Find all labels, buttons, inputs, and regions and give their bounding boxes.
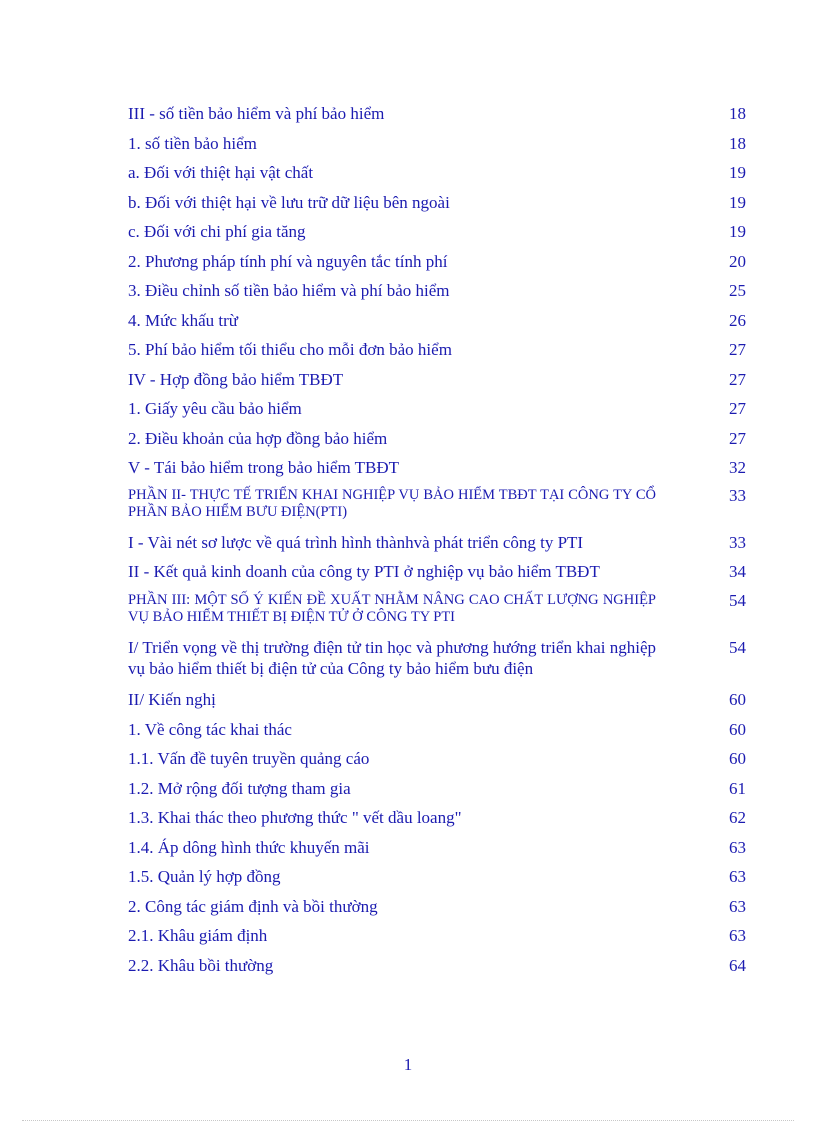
toc-entry-page: 63	[729, 837, 746, 857]
toc-entry	[128, 896, 746, 917]
toc-entry-title: 2. Điều khoản của hợp đồng bảo hiểm	[128, 428, 388, 448]
toc-entry-page: 33	[729, 485, 746, 505]
page-bottom-divider	[22, 1120, 794, 1121]
toc-entry-page: 25	[729, 281, 746, 300]
toc-entry	[128, 221, 746, 242]
toc-entry-page: 32	[729, 458, 746, 477]
toc-entry-title: 1.3. Khai thác theo phương thức " vết dầu loang"	[128, 808, 462, 827]
toc-entry-title: I - Vài nét sơ lược về quá trình hình thànhvà phát triển công ty PTI	[128, 532, 584, 552]
toc-entry-title: PHẦN III: MỘT SỐ Ý KIẾN ĐỀ XUẤT NHẰM NÂNG CAO CHẤT LƯỢNG NGHIỆP VỤ BẢO HIỂM THIẾT BỊ ĐIỆN TỬ Ở CÔNG TY PTI	[128, 592, 656, 625]
toc-entry	[128, 925, 746, 946]
toc-entry-title: 2. Phương pháp tính phí và nguyên tắc tính phí	[128, 251, 448, 271]
toc-entry	[128, 280, 746, 301]
table-of-contents	[128, 103, 746, 984]
toc-entry-title: V - Tái bảo hiểm trong bảo hiểm TBĐT	[128, 458, 400, 477]
toc-entry	[128, 719, 746, 740]
toc-entry-title: 1. Về công tác khai thác	[128, 719, 292, 739]
toc-entry-page: 27	[729, 399, 746, 418]
toc-entry-page: 64	[729, 955, 746, 975]
toc-part-heading	[128, 592, 746, 626]
toc-entry	[128, 339, 746, 360]
toc-entry-title: II/ Kiến nghị	[128, 690, 216, 709]
toc-entry	[128, 748, 746, 769]
toc-entry	[128, 398, 746, 419]
toc-entry-title: IV - Hợp đồng bảo hiểm TBĐT	[128, 369, 344, 389]
toc-entry-page: 34	[729, 562, 746, 581]
toc-entry	[128, 866, 746, 887]
toc-entry-title: 2.2. Khâu bồi thường	[128, 955, 274, 975]
toc-entry-page: 18	[729, 104, 746, 123]
toc-entry-title: II - Kết quả kinh doanh của công ty PTI ở nghiệp vụ bảo hiểm TBĐT	[128, 562, 600, 581]
toc-entry-page: 60	[729, 749, 746, 768]
toc-entry-title: 1.4. Áp dông hình thức khuyến mãi	[128, 837, 370, 857]
toc-entry	[128, 637, 746, 679]
toc-part-heading	[128, 487, 746, 521]
toc-entry-page: 20	[729, 251, 746, 271]
toc-entry-title: 2.1. Khâu giám định	[128, 926, 268, 945]
toc-entry-page: 63	[729, 926, 746, 945]
toc-entry-page: 62	[729, 808, 746, 827]
toc-entry-page: 27	[729, 428, 746, 448]
toc-entry	[128, 162, 746, 183]
toc-entry	[128, 192, 746, 213]
toc-entry	[128, 310, 746, 331]
toc-entry	[128, 428, 746, 449]
toc-entry-page: 19	[729, 192, 746, 212]
toc-entry	[128, 457, 746, 478]
toc-entry-page: 19	[729, 163, 746, 182]
toc-entry-title: I/ Triển vọng về thị trường điện tử tin học và phương hướng triển khai nghiệp vụ bảo hiểm thiết bị điện tử của Công ty bảo hiểm bưu điện	[128, 638, 656, 678]
toc-entry-title: 4. Mức khấu trừ	[128, 310, 239, 330]
toc-entry-title: b. Đối với thiệt hại về lưu trữ dữ liệu bên ngoài	[128, 192, 450, 212]
toc-entry-title: 5. Phí bảo hiểm tối thiểu cho mỗi đơn bảo hiểm	[128, 340, 452, 359]
toc-entry-page: 33	[729, 532, 746, 552]
page-number: 1	[403, 1055, 413, 1074]
toc-entry-page: 19	[729, 222, 746, 241]
toc-entry-page: 18	[729, 133, 746, 153]
toc-entry-page: 60	[729, 690, 746, 709]
toc-entry-page: 61	[729, 778, 746, 798]
toc-entry-title: 3. Điều chỉnh số tiền bảo hiểm và phí bảo hiểm	[128, 281, 450, 300]
toc-entry	[128, 369, 746, 390]
toc-entry-title: 1. số tiền bảo hiểm	[128, 133, 257, 153]
toc-entry	[128, 807, 746, 828]
toc-entry-title: 2. Công tác giám định và bồi thường	[128, 896, 378, 916]
toc-entry	[128, 837, 746, 858]
toc-entry	[128, 778, 746, 799]
toc-entry	[128, 689, 746, 710]
toc-entry-title: a. Đối với thiệt hại vật chất	[128, 163, 314, 182]
toc-entry	[128, 251, 746, 272]
toc-entry-title: III - số tiền bảo hiểm và phí bảo hiểm	[128, 104, 385, 123]
toc-entry	[128, 532, 746, 553]
toc-entry	[128, 103, 746, 124]
toc-entry-title: PHẦN II- THỰC TẾ TRIỂN KHAI NGHIỆP VỤ BẢO HIỂM TBĐT TẠI CÔNG TY CỔ PHẦN BẢO HIỂM BƯU ĐIỆN(PTI)	[128, 486, 656, 520]
toc-entry	[128, 561, 746, 582]
toc-entry-title: 1.5. Quản lý hợp đồng	[128, 867, 281, 886]
toc-entry-page: 60	[729, 719, 746, 739]
toc-entry-title: 1.2. Mở rộng đối tượng tham gia	[128, 778, 351, 798]
toc-entry-page: 54	[729, 591, 746, 610]
toc-entry-page: 63	[729, 896, 746, 916]
toc-entry-page: 54	[729, 638, 746, 657]
toc-entry	[128, 133, 746, 154]
toc-entry-title: 1. Giấy yêu cầu bảo hiểm	[128, 399, 302, 418]
toc-entry	[128, 955, 746, 976]
toc-entry-page: 27	[729, 340, 746, 359]
toc-entry-title: c. Đối với chi phí gia tăng	[128, 222, 306, 241]
toc-entry-title: 1.1. Vấn đề tuyên truyền quảng cáo	[128, 749, 370, 768]
toc-entry-page: 27	[729, 369, 746, 389]
toc-entry-page: 26	[729, 310, 746, 330]
toc-entry-page: 63	[729, 867, 746, 886]
